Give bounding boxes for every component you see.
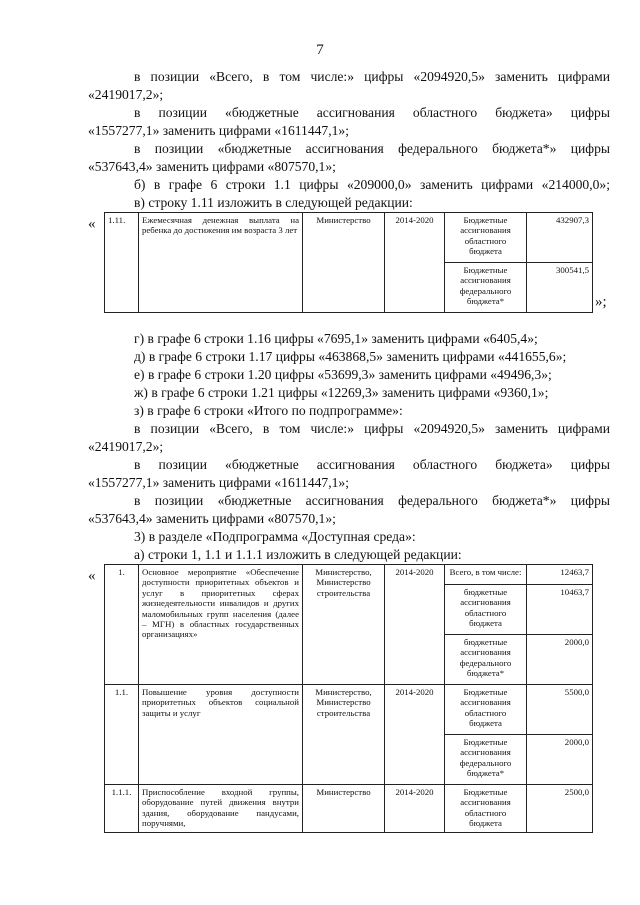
quote-open: «: [88, 216, 96, 232]
measure-name: Повышение уровня доступности приоритетных объектов социальной защиты и услуг: [139, 685, 303, 785]
text-line: в позиции «бюджетные ассигнования областного бюджета» цифры: [134, 457, 610, 472]
amount: 432907,3: [527, 213, 593, 263]
text-line: «2419017,2»;: [88, 439, 164, 454]
quote-close: »;: [595, 294, 607, 310]
measure-name: Приспособление входной группы, оборудование путей движения внутри здания, оборудование пандусами, поручнями,: [139, 785, 303, 833]
period: 2014-2020: [385, 565, 445, 685]
funding-source: Бюджетные ассигнования областного бюджета: [445, 785, 527, 833]
text-line: в) строку 1.11 изложить в следующей редакции:: [134, 195, 413, 210]
text-line: в позиции «Всего, в том числе:» цифры «2094920,5» заменить цифрами: [134, 69, 610, 84]
amount: 2000,0: [527, 635, 593, 685]
executor: Министерство, Министерство строительства: [303, 565, 385, 685]
text-line: в позиции «бюджетные ассигнования федерального бюджета*» цифры: [134, 141, 610, 156]
text-line: д) в графе 6 строки 1.17 цифры «463868,5» заменить цифрами «441655,6»;: [134, 349, 567, 364]
funding-source: бюджетные ассигнования областного бюджета: [445, 585, 527, 635]
amount: 10463,7: [527, 585, 593, 635]
text-line: з) в графе 6 строки «Итого по подпрограмме»:: [134, 403, 403, 418]
text-line: в позиции «бюджетные ассигнования областного бюджета» цифры: [134, 105, 610, 120]
measure-name: Ежемесячная денежная выплата на ребенка до достижения им возраста 3 лет: [139, 213, 303, 313]
text-line: «2419017,2»;: [88, 87, 164, 102]
executor: Министерство: [303, 213, 385, 313]
row-number: 1.11.: [105, 213, 139, 313]
amount: 2000,0: [527, 735, 593, 785]
measure-name: Основное мероприятие «Обеспечение доступности приоритетных объектов и услуг в приоритетных сферах жизнедеятельности инвалидов и других маломобильных групп населения (далее – МГН) в областных государственных организациях»: [139, 565, 303, 685]
table-section-1: [104, 564, 593, 833]
text-line: б) в графе 6 строки 1.1 цифры «209000,0» заменить цифрами «214000,0»;: [134, 177, 610, 192]
funding-source: бюджетные ассигнования федерального бюджета*: [445, 635, 527, 685]
period: 2014-2020: [385, 785, 445, 833]
text-line: е) в графе 6 строки 1.20 цифры «53699,3» заменить цифрами «49496,3»;: [134, 367, 552, 382]
funding-source: Всего, в том числе:: [445, 565, 527, 585]
funding-source: Бюджетные ассигнования областного бюджета: [445, 685, 527, 735]
funding-source: Бюджетные ассигнования федерального бюджета*: [445, 263, 527, 313]
row-number: 1.: [105, 565, 139, 685]
executor: Министерство: [303, 785, 385, 833]
text-line: в позиции «бюджетные ассигнования федерального бюджета*» цифры: [134, 493, 610, 508]
text-line: «1557277,1» заменить цифрами «1611447,1»;: [88, 123, 349, 138]
funding-source: Бюджетные ассигнования областного бюджета: [445, 213, 527, 263]
table-row-1-11: [104, 212, 593, 313]
period: 2014-2020: [385, 213, 445, 313]
amount: 300541,5: [527, 263, 593, 313]
text-line: «537643,4» заменить цифрами «807570,1»;: [88, 511, 336, 526]
text-line: «1557277,1» заменить цифрами «1611447,1»;: [88, 475, 349, 490]
text-line: в позиции «Всего, в том числе:» цифры «2094920,5» заменить цифрами: [134, 421, 610, 436]
text-line: а) строки 1, 1.1 и 1.1.1 изложить в следующей редакции:: [134, 547, 462, 562]
text-line: ж) в графе 6 строки 1.21 цифры «12269,3» заменить цифрами «9360,1»;: [134, 385, 549, 400]
period: 2014-2020: [385, 685, 445, 785]
text-line: «537643,4» заменить цифрами «807570,1»;: [88, 159, 336, 174]
row-number: 1.1.1.: [105, 785, 139, 833]
quote-open: «: [88, 568, 96, 584]
amount: 12463,7: [527, 565, 593, 585]
page-number: 7: [316, 42, 324, 58]
executor: Министерство, Министерство строительства: [303, 685, 385, 785]
funding-source: Бюджетные ассигнования федерального бюджета*: [445, 735, 527, 785]
amount: 2500,0: [527, 785, 593, 833]
amount: 5500,0: [527, 685, 593, 735]
row-number: 1.1.: [105, 685, 139, 785]
text-line: 3) в разделе «Подпрограмма «Доступная среда»:: [134, 529, 416, 544]
text-line: г) в графе 6 строки 1.16 цифры «7695,1» заменить цифрами «6405,4»;: [134, 331, 538, 346]
